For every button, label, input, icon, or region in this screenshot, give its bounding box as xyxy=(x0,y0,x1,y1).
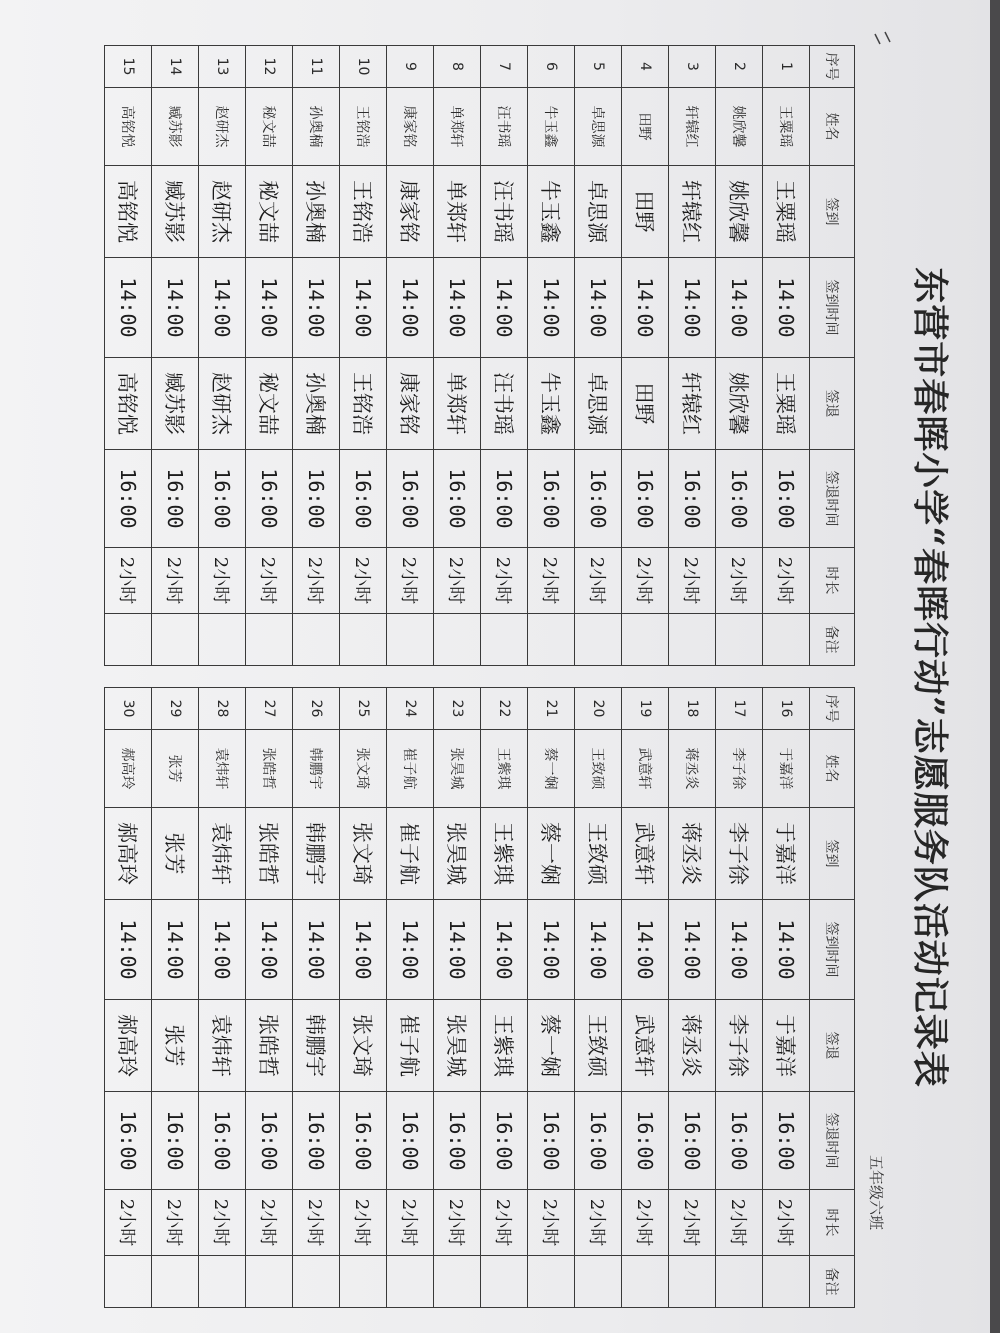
sign-in-time: 14:00 xyxy=(669,258,716,358)
sign-out-signature: 臧苏影 xyxy=(152,358,199,450)
row-number: 22 xyxy=(481,688,528,730)
table-row xyxy=(105,46,152,666)
column-header: 备注 xyxy=(810,1256,855,1308)
sign-in-signature: 卓思源 xyxy=(575,166,622,258)
sign-in-signature: 于嘉洋 xyxy=(763,808,810,900)
table-row xyxy=(763,46,810,666)
class-label: 五年级六班 xyxy=(867,1155,885,1231)
sign-out-signature: 于嘉洋 xyxy=(763,1000,810,1092)
student-name: 牛玉鑫 xyxy=(528,88,575,166)
table-row xyxy=(528,46,575,666)
sign-in-time: 14:00 xyxy=(763,258,810,358)
sign-out-signature: 田野 xyxy=(622,358,669,450)
record-table-right xyxy=(104,687,855,1308)
duration: 2小时 xyxy=(434,1190,481,1256)
student-name: 王铭浩 xyxy=(340,88,387,166)
sign-in-signature: 秘文喆 xyxy=(246,166,293,258)
remark xyxy=(340,614,387,666)
row-number: 24 xyxy=(387,688,434,730)
table-surface-edge xyxy=(990,0,1000,1333)
remark xyxy=(246,1256,293,1308)
row-number: 11 xyxy=(293,46,340,88)
duration: 2小时 xyxy=(152,1190,199,1256)
sign-in-signature: 孙奥楠 xyxy=(293,166,340,258)
sign-in-signature: 崔子航 xyxy=(387,808,434,900)
table-row xyxy=(152,688,199,1308)
sign-out-signature: 张芳 xyxy=(152,1000,199,1092)
table-row xyxy=(246,46,293,666)
remark xyxy=(199,614,246,666)
sign-out-time: 16:00 xyxy=(528,1092,575,1190)
remark xyxy=(434,1256,481,1308)
duration: 2小时 xyxy=(575,548,622,614)
student-name: 张文琦 xyxy=(340,730,387,808)
sign-in-time: 14:00 xyxy=(622,258,669,358)
sign-out-time: 16:00 xyxy=(575,1092,622,1190)
remark xyxy=(528,1256,575,1308)
student-name: 秘文喆 xyxy=(246,88,293,166)
sign-in-signature: 蒋丞炎 xyxy=(669,808,716,900)
student-name: 田野 xyxy=(622,88,669,166)
row-number: 21 xyxy=(528,688,575,730)
duration: 2小时 xyxy=(199,548,246,614)
row-number: 30 xyxy=(105,688,152,730)
duration: 2小时 xyxy=(246,548,293,614)
remark xyxy=(199,1256,246,1308)
sign-out-signature: 姚欣馨 xyxy=(716,358,763,450)
table-row xyxy=(340,46,387,666)
remark xyxy=(528,614,575,666)
sign-in-time: 14:00 xyxy=(575,900,622,1000)
remark xyxy=(340,1256,387,1308)
duration: 2小时 xyxy=(528,1190,575,1256)
sign-out-signature: 康家铭 xyxy=(387,358,434,450)
sign-out-signature: 赵研杰 xyxy=(199,358,246,450)
column-header: 签到时间 xyxy=(810,900,855,1000)
sign-out-signature: 李子徐 xyxy=(716,1000,763,1092)
sign-out-time: 16:00 xyxy=(622,450,669,548)
sign-in-signature: 李子徐 xyxy=(716,808,763,900)
student-name: 孙奥楠 xyxy=(293,88,340,166)
sign-out-time: 16:00 xyxy=(340,450,387,548)
student-name: 汪书瑶 xyxy=(481,88,528,166)
duration: 2小时 xyxy=(763,548,810,614)
sign-in-signature: 王粟瑶 xyxy=(763,166,810,258)
sign-out-time: 16:00 xyxy=(246,450,293,548)
column-header: 签退 xyxy=(810,1000,855,1092)
student-name: 赵研杰 xyxy=(199,88,246,166)
student-name: 单郑轩 xyxy=(434,88,481,166)
sign-in-signature: 韩鹏宇 xyxy=(293,808,340,900)
sign-in-signature: 郝高玲 xyxy=(105,808,152,900)
remark xyxy=(622,1256,669,1308)
sign-in-time: 14:00 xyxy=(246,258,293,358)
row-number: 12 xyxy=(246,46,293,88)
remark xyxy=(105,1256,152,1308)
sign-in-signature: 牛玉鑫 xyxy=(528,166,575,258)
sign-in-time: 14:00 xyxy=(669,900,716,1000)
sign-in-signature: 张文琦 xyxy=(340,808,387,900)
sign-in-time: 14:00 xyxy=(152,900,199,1000)
duration: 2小时 xyxy=(387,548,434,614)
remark xyxy=(622,614,669,666)
table-row xyxy=(528,688,575,1308)
row-number: 20 xyxy=(575,688,622,730)
table-row xyxy=(434,46,481,666)
student-name: 崔子航 xyxy=(387,730,434,808)
sign-in-time: 14:00 xyxy=(481,900,528,1000)
student-name: 李子徐 xyxy=(716,730,763,808)
student-name: 王粟瑶 xyxy=(763,88,810,166)
row-number: 27 xyxy=(246,688,293,730)
sign-in-signature: 张皓哲 xyxy=(246,808,293,900)
sign-in-signature: 王紫琪 xyxy=(481,808,528,900)
remark xyxy=(669,614,716,666)
sign-out-time: 16:00 xyxy=(152,450,199,548)
sign-out-signature: 单郑轩 xyxy=(434,358,481,450)
duration: 2小时 xyxy=(340,548,387,614)
sign-in-time: 14:00 xyxy=(340,258,387,358)
sign-in-time: 14:00 xyxy=(152,258,199,358)
sign-out-time: 16:00 xyxy=(105,1092,152,1190)
student-name: 轩辕红 xyxy=(669,88,716,166)
sign-out-signature: 韩鹏宇 xyxy=(293,1000,340,1092)
sign-in-signature: 蔡一娴 xyxy=(528,808,575,900)
student-name: 张芳 xyxy=(152,730,199,808)
row-number: 14 xyxy=(152,46,199,88)
sign-in-time: 14:00 xyxy=(199,258,246,358)
column-header: 时长 xyxy=(810,548,855,614)
column-header: 序号 xyxy=(810,46,855,88)
row-number: 13 xyxy=(199,46,246,88)
row-number: 5 xyxy=(575,46,622,88)
row-number: 28 xyxy=(199,688,246,730)
student-name: 康家铭 xyxy=(387,88,434,166)
column-header: 备注 xyxy=(810,614,855,666)
sign-out-time: 16:00 xyxy=(669,1092,716,1190)
duration: 2小时 xyxy=(716,548,763,614)
sign-in-signature: 汪书瑶 xyxy=(481,166,528,258)
table-row xyxy=(481,46,528,666)
sign-in-signature: 田野 xyxy=(622,166,669,258)
sign-out-time: 16:00 xyxy=(293,1092,340,1190)
duration: 2小时 xyxy=(669,548,716,614)
duration: 2小时 xyxy=(387,1190,434,1256)
duration: 2小时 xyxy=(528,548,575,614)
table-row xyxy=(575,688,622,1308)
column-header: 签退时间 xyxy=(810,450,855,548)
sign-out-signature: 王铭浩 xyxy=(340,358,387,450)
duration: 2小时 xyxy=(669,1190,716,1256)
table-row xyxy=(575,46,622,666)
remark xyxy=(152,1256,199,1308)
student-name: 蔡一娴 xyxy=(528,730,575,808)
sign-in-time: 14:00 xyxy=(716,900,763,1000)
sign-out-signature: 轩辕红 xyxy=(669,358,716,450)
sign-out-signature: 王紫琪 xyxy=(481,1000,528,1092)
column-header: 签到时间 xyxy=(810,258,855,358)
duration: 2小时 xyxy=(199,1190,246,1256)
table-row xyxy=(434,688,481,1308)
remark xyxy=(246,614,293,666)
row-number: 6 xyxy=(528,46,575,88)
sign-out-signature: 郝高玲 xyxy=(105,1000,152,1092)
sign-in-time: 14:00 xyxy=(387,258,434,358)
sign-in-time: 14:00 xyxy=(434,900,481,1000)
duration: 2小时 xyxy=(105,548,152,614)
sign-out-signature: 秘文喆 xyxy=(246,358,293,450)
sign-in-time: 14:00 xyxy=(716,258,763,358)
remark xyxy=(105,614,152,666)
table-row xyxy=(152,46,199,666)
student-name: 于嘉洋 xyxy=(763,730,810,808)
column-header: 签到 xyxy=(810,166,855,258)
row-number: 8 xyxy=(434,46,481,88)
table-row xyxy=(763,688,810,1308)
sign-out-time: 16:00 xyxy=(340,1092,387,1190)
remark xyxy=(716,614,763,666)
column-header: 序号 xyxy=(810,688,855,730)
table-row xyxy=(293,688,340,1308)
sign-out-time: 16:00 xyxy=(716,1092,763,1190)
student-name: 姚欣馨 xyxy=(716,88,763,166)
sign-out-time: 16:00 xyxy=(763,450,810,548)
row-number: 9 xyxy=(387,46,434,88)
table-row xyxy=(387,46,434,666)
table-row xyxy=(669,46,716,666)
row-number: 7 xyxy=(481,46,528,88)
sign-in-time: 14:00 xyxy=(622,900,669,1000)
duration: 2小时 xyxy=(481,1190,528,1256)
remark xyxy=(293,614,340,666)
sign-in-time: 14:00 xyxy=(763,900,810,1000)
sign-out-signature: 高铭悦 xyxy=(105,358,152,450)
table-row xyxy=(340,688,387,1308)
sign-out-time: 16:00 xyxy=(481,450,528,548)
sign-out-time: 16:00 xyxy=(528,450,575,548)
row-number: 26 xyxy=(293,688,340,730)
sign-out-time: 16:00 xyxy=(152,1092,199,1190)
remark xyxy=(716,1256,763,1308)
row-number: 23 xyxy=(434,688,481,730)
sign-out-signature: 孙奥楠 xyxy=(293,358,340,450)
row-number: 4 xyxy=(622,46,669,88)
student-name: 蒋丞炎 xyxy=(669,730,716,808)
remark xyxy=(387,614,434,666)
row-number: 2 xyxy=(716,46,763,88)
row-number: 15 xyxy=(105,46,152,88)
sign-in-time: 14:00 xyxy=(293,258,340,358)
sign-out-signature: 袁炜轩 xyxy=(199,1000,246,1092)
header-row xyxy=(810,46,855,666)
sign-out-time: 16:00 xyxy=(387,1092,434,1190)
sign-in-time: 14:00 xyxy=(105,900,152,1000)
student-name: 张昊城 xyxy=(434,730,481,808)
sign-out-time: 16:00 xyxy=(105,450,152,548)
column-header: 姓名 xyxy=(810,730,855,808)
row-number: 29 xyxy=(152,688,199,730)
sign-in-time: 14:00 xyxy=(340,900,387,1000)
sign-in-time: 14:00 xyxy=(387,900,434,1000)
duration: 2小时 xyxy=(293,548,340,614)
sign-out-time: 16:00 xyxy=(246,1092,293,1190)
sign-in-time: 14:00 xyxy=(105,258,152,358)
sign-in-signature: 赵研杰 xyxy=(199,166,246,258)
student-name: 张皓哲 xyxy=(246,730,293,808)
sign-out-time: 16:00 xyxy=(481,1092,528,1190)
student-name: 臧苏影 xyxy=(152,88,199,166)
sign-in-time: 14:00 xyxy=(528,258,575,358)
sign-out-time: 16:00 xyxy=(434,450,481,548)
sign-out-time: 16:00 xyxy=(763,1092,810,1190)
sign-out-signature: 汪书瑶 xyxy=(481,358,528,450)
rows-right xyxy=(105,688,810,1308)
sign-in-signature: 张芳 xyxy=(152,808,199,900)
sign-out-signature: 张昊城 xyxy=(434,1000,481,1092)
sign-in-signature: 张昊城 xyxy=(434,808,481,900)
duration: 2小时 xyxy=(434,548,481,614)
sign-out-time: 16:00 xyxy=(199,450,246,548)
sign-out-signature: 王致硕 xyxy=(575,1000,622,1092)
sign-in-signature: 轩辕红 xyxy=(669,166,716,258)
student-name: 王紫琪 xyxy=(481,730,528,808)
rows-left xyxy=(105,46,810,666)
duration: 2小时 xyxy=(763,1190,810,1256)
duration: 2小时 xyxy=(575,1190,622,1256)
duration: 2小时 xyxy=(481,548,528,614)
sign-out-time: 16:00 xyxy=(622,1092,669,1190)
column-header: 时长 xyxy=(810,1190,855,1256)
column-header: 签到 xyxy=(810,808,855,900)
table-row xyxy=(105,688,152,1308)
duration: 2小时 xyxy=(716,1190,763,1256)
sign-out-signature: 武意轩 xyxy=(622,1000,669,1092)
sign-out-signature: 牛玉鑫 xyxy=(528,358,575,450)
sign-out-time: 16:00 xyxy=(387,450,434,548)
sign-out-signature: 张文琦 xyxy=(340,1000,387,1092)
row-number: 19 xyxy=(622,688,669,730)
sign-out-time: 16:00 xyxy=(199,1092,246,1190)
remark xyxy=(481,614,528,666)
sign-in-signature: 康家铭 xyxy=(387,166,434,258)
row-number: 18 xyxy=(669,688,716,730)
sign-out-signature: 崔子航 xyxy=(387,1000,434,1092)
table-row xyxy=(481,688,528,1308)
sign-out-time: 16:00 xyxy=(716,450,763,548)
sign-in-time: 14:00 xyxy=(246,900,293,1000)
sign-in-signature: 高铭悦 xyxy=(105,166,152,258)
column-header: 签退 xyxy=(810,358,855,450)
remark xyxy=(293,1256,340,1308)
sign-in-signature: 袁炜轩 xyxy=(199,808,246,900)
duration: 2小时 xyxy=(246,1190,293,1256)
student-name: 高铭悦 xyxy=(105,88,152,166)
duration: 2小时 xyxy=(152,548,199,614)
duration: 2小时 xyxy=(293,1190,340,1256)
sign-out-time: 16:00 xyxy=(575,450,622,548)
row-number: 17 xyxy=(716,688,763,730)
table-row xyxy=(622,688,669,1308)
sign-in-signature: 单郑轩 xyxy=(434,166,481,258)
sign-in-signature: 王铭浩 xyxy=(340,166,387,258)
remark xyxy=(763,1256,810,1308)
sign-out-signature: 蔡一娴 xyxy=(528,1000,575,1092)
remark xyxy=(763,614,810,666)
sign-out-time: 16:00 xyxy=(434,1092,481,1190)
record-table-left xyxy=(104,45,855,666)
form-title: 东营市春晖小学“春晖行动”志愿服务队活动记录表 xyxy=(909,267,951,1088)
remark xyxy=(575,1256,622,1308)
sign-out-signature: 王粟瑶 xyxy=(763,358,810,450)
sign-out-signature: 卓思源 xyxy=(575,358,622,450)
remark xyxy=(387,1256,434,1308)
remark xyxy=(152,614,199,666)
rotated-form xyxy=(105,45,965,1310)
sign-in-signature: 王致硕 xyxy=(575,808,622,900)
student-name: 武意轩 xyxy=(622,730,669,808)
sign-out-signature: 张皓哲 xyxy=(246,1000,293,1092)
row-number: 1 xyxy=(763,46,810,88)
row-number: 25 xyxy=(340,688,387,730)
table-row xyxy=(716,688,763,1308)
remark xyxy=(575,614,622,666)
table-row xyxy=(246,688,293,1308)
duration: 2小时 xyxy=(105,1190,152,1256)
sign-in-time: 14:00 xyxy=(293,900,340,1000)
sign-in-time: 14:00 xyxy=(528,900,575,1000)
row-number: 10 xyxy=(340,46,387,88)
table-row xyxy=(716,46,763,666)
duration: 2小时 xyxy=(340,1190,387,1256)
sign-in-signature: 姚欣馨 xyxy=(716,166,763,258)
remark xyxy=(481,1256,528,1308)
sign-in-signature: 臧苏影 xyxy=(152,166,199,258)
student-name: 袁炜轩 xyxy=(199,730,246,808)
column-header: 签退时间 xyxy=(810,1092,855,1190)
sign-out-time: 16:00 xyxy=(293,450,340,548)
header-row xyxy=(810,688,855,1308)
duration: 2小时 xyxy=(622,1190,669,1256)
table-row xyxy=(199,688,246,1308)
sign-in-time: 14:00 xyxy=(481,258,528,358)
row-number: 16 xyxy=(763,688,810,730)
table-row xyxy=(387,688,434,1308)
student-name: 卓思源 xyxy=(575,88,622,166)
remark xyxy=(434,614,481,666)
sign-in-time: 14:00 xyxy=(199,900,246,1000)
student-name: 韩鹏宇 xyxy=(293,730,340,808)
student-name: 王致硕 xyxy=(575,730,622,808)
sign-out-signature: 蒋丞炎 xyxy=(669,1000,716,1092)
table-row xyxy=(199,46,246,666)
sign-in-time: 14:00 xyxy=(434,258,481,358)
table-row xyxy=(293,46,340,666)
sign-in-signature: 武意轩 xyxy=(622,808,669,900)
column-header: 姓名 xyxy=(810,88,855,166)
remark xyxy=(669,1256,716,1308)
student-name: 郝高玲 xyxy=(105,730,152,808)
table-row xyxy=(622,46,669,666)
sign-in-time: 14:00 xyxy=(575,258,622,358)
row-number: 3 xyxy=(669,46,716,88)
sign-out-time: 16:00 xyxy=(669,450,716,548)
duration: 2小时 xyxy=(622,548,669,614)
table-row xyxy=(669,688,716,1308)
